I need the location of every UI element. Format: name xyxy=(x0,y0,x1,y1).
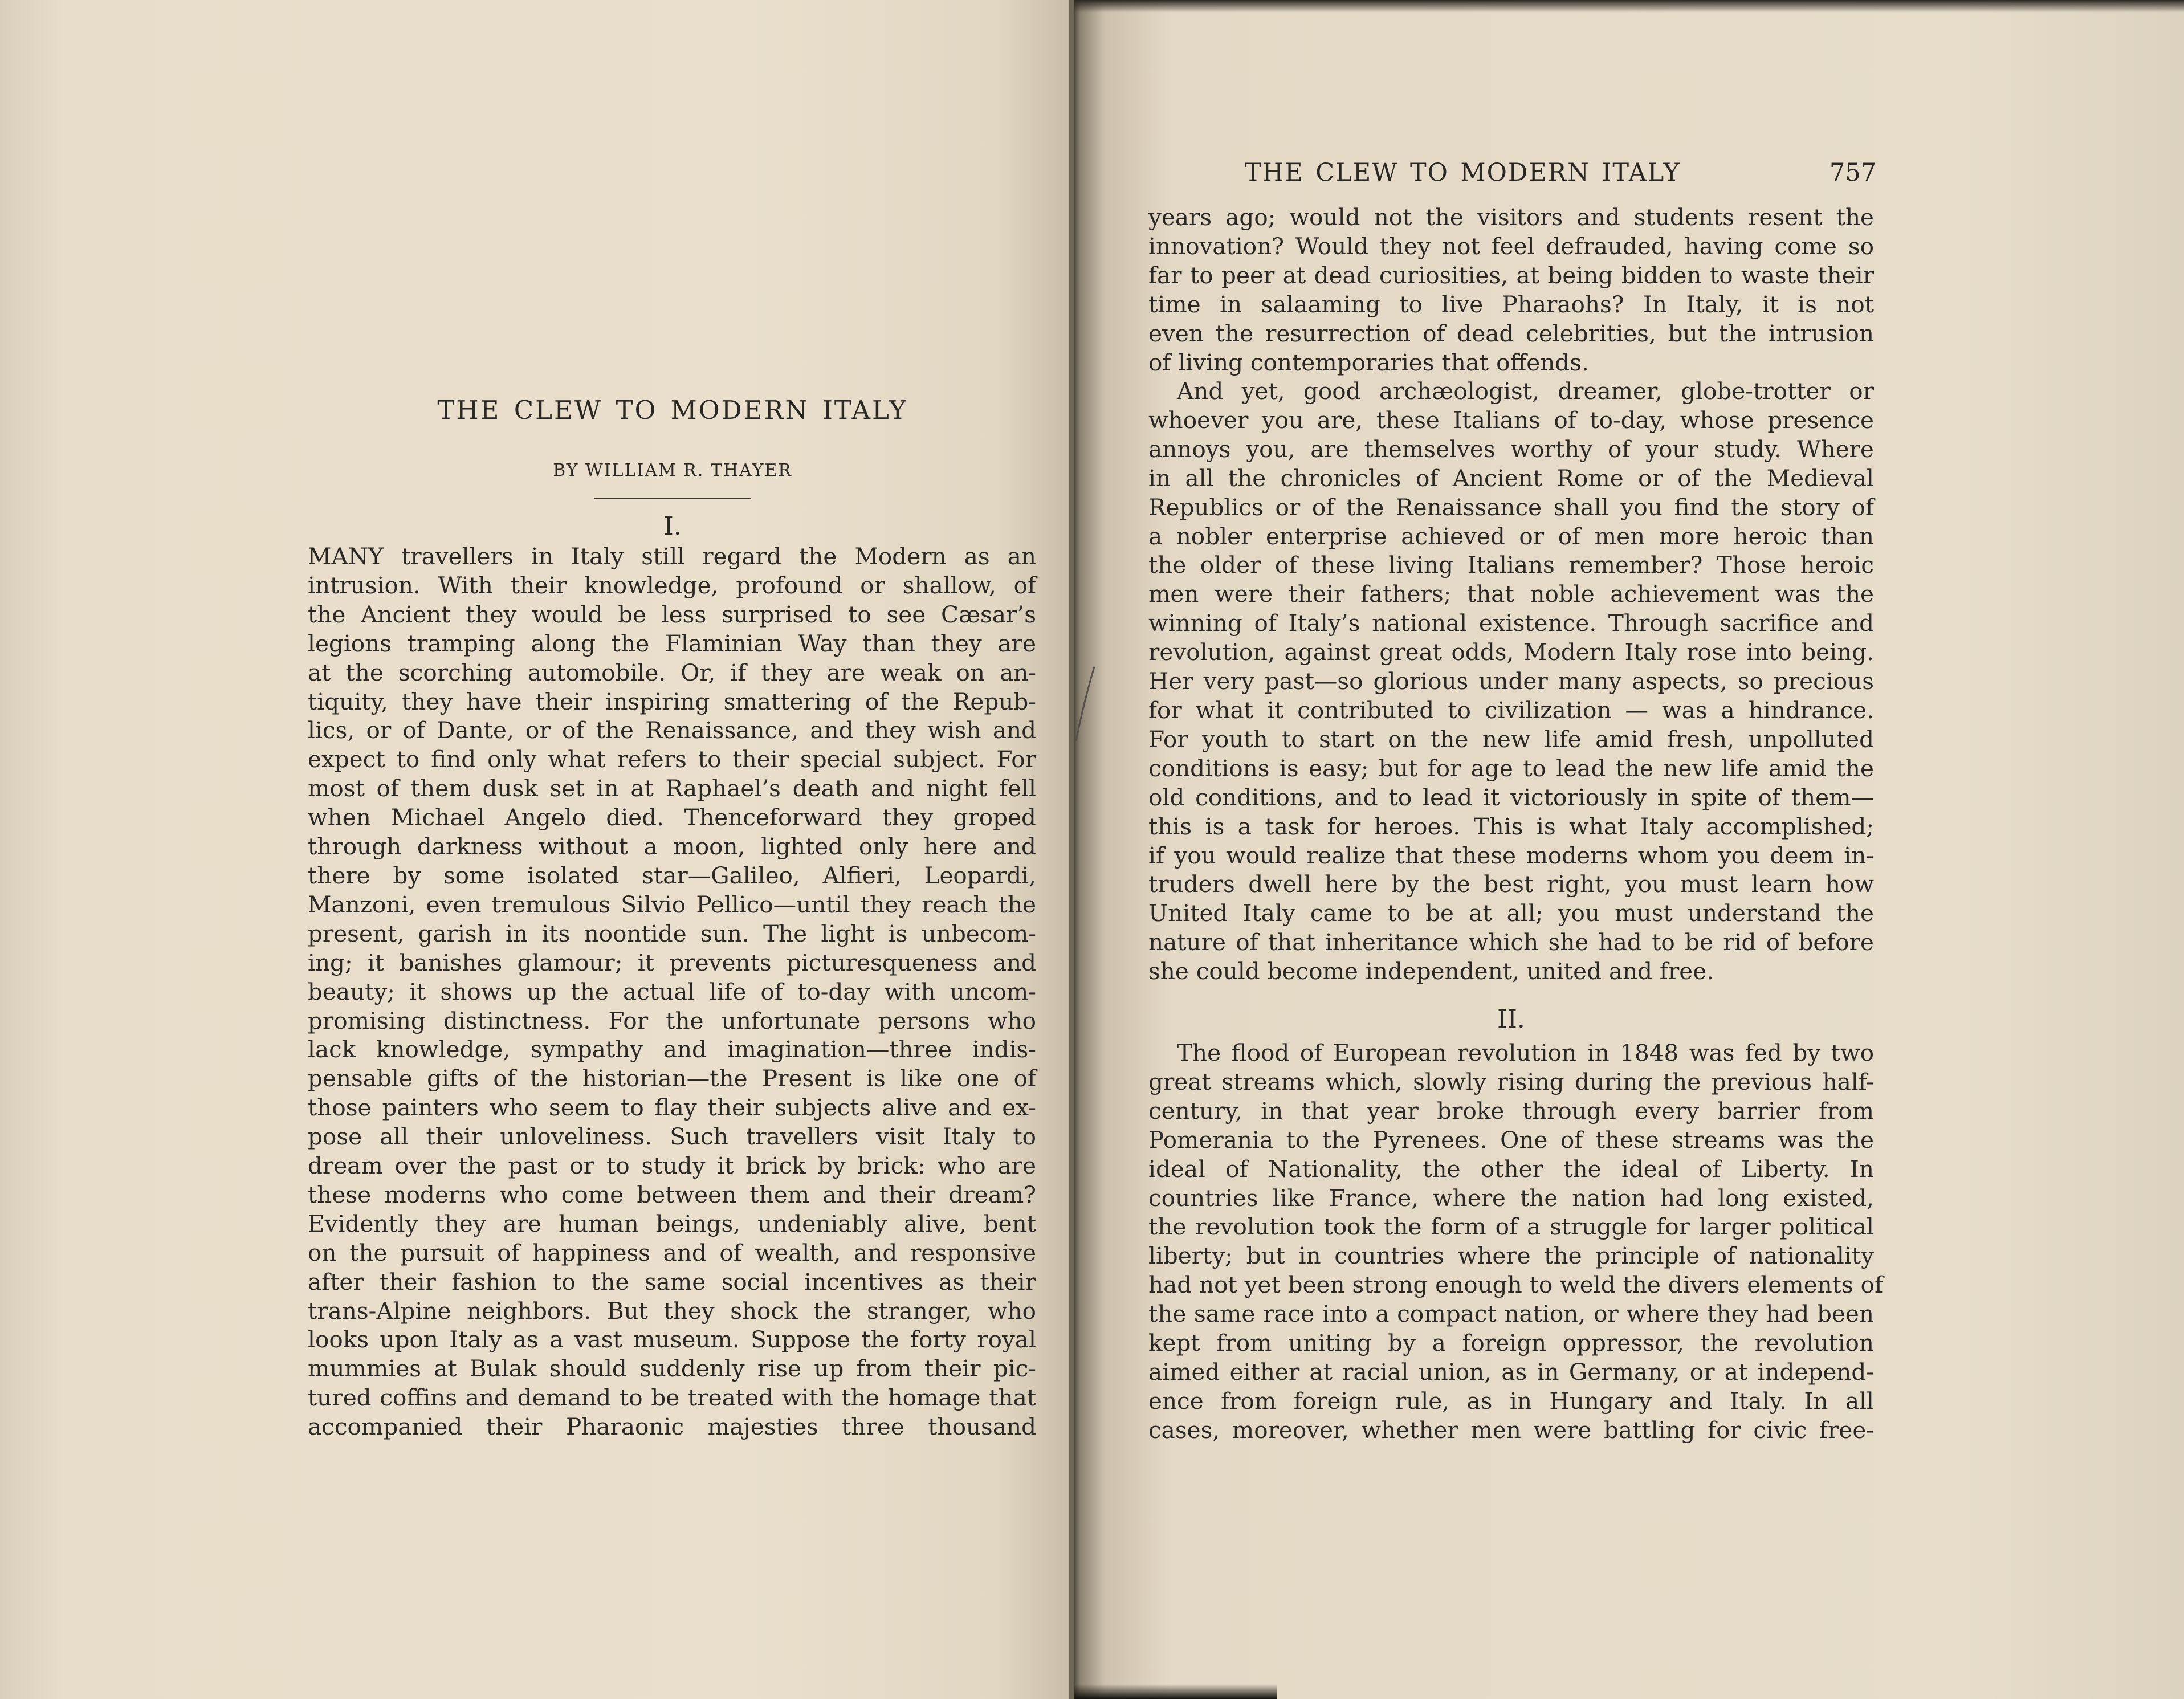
text-line: through darkness without a moon, lighted only here and xyxy=(308,833,1036,861)
text-line: time in salaaming to live Pharaohs? In Italy, it is not xyxy=(1148,290,1874,318)
text-line: years ago; would not the visitors and students resent the xyxy=(1148,203,1874,231)
text-line: promising distinctness. For the unfortunate persons who xyxy=(308,1007,1036,1034)
text-line: had not yet been strong enough to weld the divers elements of xyxy=(1148,1271,1884,1299)
text-line: The flood of European revolution in 1848 was fed by two xyxy=(1177,1039,1874,1066)
text-line: annoys you, are themselves worthy of your study. Where xyxy=(1148,435,1874,463)
text-line: conditions is easy; but for age to lead the new life amid the xyxy=(1148,754,1874,782)
text-line: the older of these living Italians remember? Those heroic xyxy=(1148,551,1874,579)
text-line: far to peer at dead curiosities, at being bidden to waste their xyxy=(1148,261,1874,289)
text-line: this is a task for heroes. This is what Italy accomplished; xyxy=(1148,812,1874,840)
text-line: nature of that inheritance which she had to be rid of before xyxy=(1148,928,1874,956)
text-line: truders dwell here by the best right, you must learn how xyxy=(1148,870,1874,898)
text-line: accompanied their Pharaonic majesties three thousand xyxy=(308,1413,1036,1441)
text-line: the same race into a compact nation, or where they had been xyxy=(1148,1300,1874,1328)
right-paragraph-3 xyxy=(1148,1038,1884,1445)
text-line: Pomerania to the Pyrenees. One of these streams was the xyxy=(1148,1126,1874,1154)
text-line: tured coffins and demand to be treated with the homage that xyxy=(308,1384,1036,1412)
text-line: there by some isolated star—Galileo, Alfieri, Leopardi, xyxy=(308,861,1036,889)
text-line: the Ancient they would be less surprised to see Cæsar’s xyxy=(308,600,1036,628)
text-line: lics, or of Dante, or of the Renaissance, and they wish and xyxy=(308,716,1036,744)
text-line: looks upon Italy as a vast museum. Suppose the forty royal xyxy=(308,1326,1036,1354)
top-page-shadow xyxy=(1071,0,2184,13)
text-line: those painters who seem to flay their subjects alive and ex- xyxy=(308,1094,1036,1122)
text-line: a nobler enterprise achieved or of men more heroic than xyxy=(1148,522,1874,550)
right-paragraph-2 xyxy=(1148,377,1874,986)
text-line: mummies at Bulak should suddenly rise up from their pic- xyxy=(308,1355,1036,1383)
text-line: lack knowledge, sympathy and imagination—three indis- xyxy=(308,1036,1036,1064)
right-paragraph-1 xyxy=(1148,203,1874,377)
text-line: old conditions, and to lead it victoriously in spite of them— xyxy=(1148,783,1874,811)
text-line: revolution, against great odds, Modern Italy rose into being. xyxy=(1148,638,1874,666)
running-head: THE CLEW TO MODERN ITALY xyxy=(1245,158,1681,187)
text-line: the revolution took the form of a struggle for larger political xyxy=(1148,1213,1874,1241)
text-line: ence from foreign rule, as in Hungary and Italy. In all xyxy=(1148,1387,1874,1415)
text-line: pose all their unloveliness. Such travellers visit Italy to xyxy=(308,1123,1036,1151)
left-body-text xyxy=(308,542,1036,1441)
text-line: in all the chronicles of Ancient Rome or of the Medieval xyxy=(1148,464,1874,492)
text-line: legions tramping along the Flaminian Way than they are xyxy=(308,629,1036,657)
text-line: present, garish in its noontide sun. The light is unbecom- xyxy=(308,919,1036,947)
text-line: dream over the past or to study it brick by brick: who are xyxy=(308,1152,1036,1180)
text-line: of living contemporaries that offends. xyxy=(1148,348,1589,376)
text-line: MANY travellers in Italy still regard the Modern as an xyxy=(308,543,1036,570)
text-line: cases, moreover, whether men were battling for civic free- xyxy=(1148,1416,1874,1444)
text-line: ideal of Nationality, the other the ideal of Liberty. In xyxy=(1148,1155,1874,1183)
text-line: For youth to start on the new life amid fresh, unpolluted xyxy=(1148,725,1874,753)
gutter xyxy=(1069,0,1074,1699)
text-line: men were their fathers; that noble achievement was the xyxy=(1148,580,1874,608)
text-line: Republics or of the Renaissance shall you find the story of xyxy=(1148,493,1874,521)
page-number: 757 xyxy=(1829,158,1877,187)
text-line: pensable gifts of the historian—the Present is like one of xyxy=(308,1065,1036,1093)
text-line: for what it contributed to civilization — was a hindrance. xyxy=(1148,696,1874,724)
text-line: Evidently they are human beings, undeniably alive, bent xyxy=(308,1209,1036,1237)
text-line: at the scorching automobile. Or, if they are weak on an- xyxy=(308,658,1036,686)
text-line: United Italy came to be at all; you must understand the xyxy=(1148,899,1874,927)
text-line: trans-Alpine neighbors. But they shock the stranger, who xyxy=(308,1297,1036,1325)
text-line: expect to find only what refers to their special subject. For xyxy=(308,745,1036,773)
article-title: THE CLEW TO MODERN ITALY xyxy=(437,395,908,425)
text-line: innovation? Would they not feel defrauded, having come so xyxy=(1148,232,1874,260)
text-line: these moderns who come between them and their dream? xyxy=(308,1180,1036,1208)
text-line: whoever you are, these Italians of to-day, whose presence xyxy=(1148,406,1874,434)
text-line: after their fashion to the same social incentives as their xyxy=(308,1268,1036,1295)
author-byline: BY WILLIAM R. THAYER xyxy=(553,461,792,480)
text-line: on the pursuit of happiness and of wealth, and responsive xyxy=(308,1238,1036,1266)
text-line: century, in that year broke through every barrier from xyxy=(1148,1097,1874,1124)
text-line: when Michael Angelo died. Thenceforward they groped xyxy=(308,804,1036,832)
text-line: ing; it banishes glamour; it prevents picturesqueness and xyxy=(308,948,1036,976)
text-line: Her very past—so glorious under many aspects, so precious xyxy=(1148,667,1874,695)
text-line: liberty; but in countries where the principle of nationality xyxy=(1148,1242,1874,1270)
left-page xyxy=(0,0,1071,1699)
pencil-mark-icon xyxy=(1071,661,1100,747)
bottom-page-shadow xyxy=(1071,1684,1277,1699)
section-number-2: II. xyxy=(1497,1005,1525,1034)
text-line: aimed either at racial union, as in Germany, or at independ- xyxy=(1148,1358,1874,1386)
text-line: Manzoni, even tremulous Silvio Pellico—until they reach the xyxy=(308,890,1036,918)
text-line: intrusion. With their knowledge, profound or shallow, of xyxy=(308,571,1036,599)
text-line: most of them dusk set in at Raphael’s death and night fell xyxy=(308,775,1036,802)
text-line: great streams which, slowly rising during the previous half- xyxy=(1148,1068,1874,1095)
text-line: kept from uniting by a foreign oppressor, the revolution xyxy=(1148,1329,1874,1357)
text-line: tiquity, they have their inspiring smattering of the Repub- xyxy=(308,687,1036,715)
section-number-1: I. xyxy=(663,512,682,541)
text-line: if you would realize that these moderns whom you deem in- xyxy=(1148,841,1874,869)
text-line: countries like France, where the nation had long existed, xyxy=(1148,1184,1874,1212)
text-line: even the resurrection of dead celebrities, but the intrusion xyxy=(1148,319,1874,347)
text-line: And yet, good archæologist, dreamer, globe-trotter or xyxy=(1177,377,1874,405)
text-line: winning of Italy’s national existence. Through sacrifice and xyxy=(1148,609,1874,637)
text-line: beauty; it shows up the actual life of to-day with uncom- xyxy=(308,977,1036,1005)
text-line: she could become independent, united and free. xyxy=(1148,958,1714,985)
title-rule xyxy=(594,498,751,499)
